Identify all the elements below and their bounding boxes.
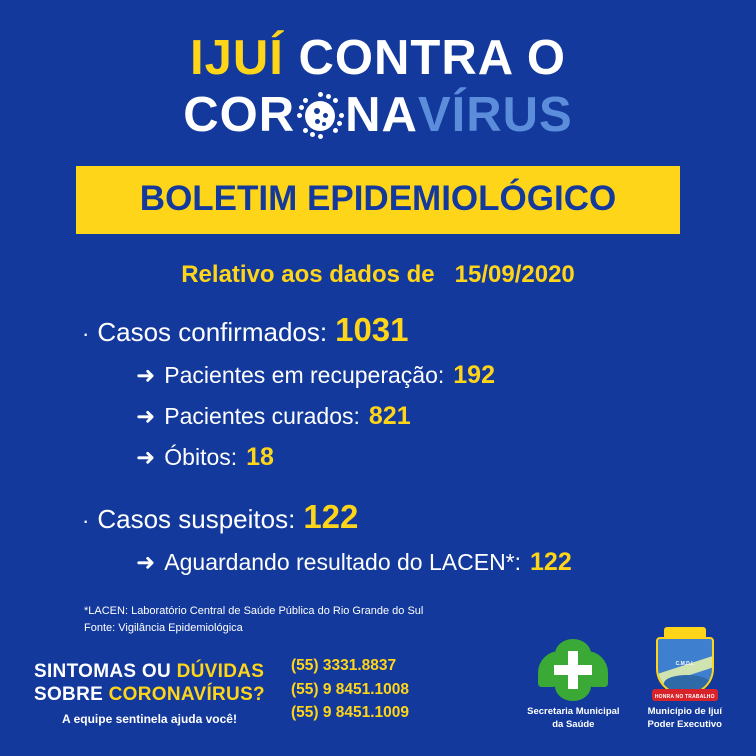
- stat-deaths-label: Óbitos:: [164, 444, 238, 470]
- arrow-right-icon: ➜: [136, 362, 156, 388]
- title-virus: VÍRUS: [417, 88, 573, 142]
- statistics-list: [82, 311, 756, 577]
- crest-motto-text: HONRA NO TRABALHO: [654, 694, 715, 701]
- phone-list: [291, 654, 409, 732]
- cta-subtext: A equipe sentinela ajuda você!: [62, 712, 237, 726]
- stat-cured-label: Pacientes curados:: [164, 403, 360, 429]
- footnote-source: Fonte: Vigilância Epidemiológica: [84, 622, 243, 635]
- footer: [0, 627, 756, 732]
- logo-health-caption-line-2: da Saúde: [552, 719, 595, 731]
- stat-cured-value: 821: [368, 402, 411, 430]
- cta-line-2-b: CORONAVÍRUS?: [108, 683, 265, 705]
- title-contra: CONTRA O: [298, 31, 566, 85]
- stat-cured: [136, 402, 756, 431]
- logo-health-caption: [527, 706, 619, 732]
- logo-health-caption-line-1: Secretaria Municipal: [527, 706, 620, 718]
- phone-1[interactable]: (55) 3331.8837: [290, 657, 397, 675]
- stat-deaths: [136, 443, 756, 472]
- title-corona-part-1: COR: [183, 88, 296, 142]
- stat-awaiting-lacen: [136, 548, 756, 577]
- stat-confirmed-label: Casos confirmados:: [97, 317, 328, 347]
- logo-city-caption-line-1: Município de Ijuí: [647, 706, 722, 718]
- stat-suspected-value: 122: [303, 498, 359, 535]
- stat-recovering: [136, 361, 756, 390]
- footnote-lacen: *LACEN: Laboratório Central de Saúde Pública do Rio Grande do Sul: [84, 605, 424, 617]
- logo-city-hall: [648, 627, 722, 732]
- footer-logos: [527, 627, 722, 732]
- stat-deaths-value: 18: [246, 443, 274, 471]
- arrow-right-icon: ➜: [136, 549, 156, 575]
- stat-awaiting-lacen-label: Aguardando resultado do LACEN*:: [164, 549, 522, 575]
- title-line-2: [0, 88, 756, 142]
- report-date-value: 15/09/2020: [454, 261, 575, 288]
- stats-spacer: [82, 472, 756, 498]
- title-block: [0, 0, 756, 140]
- title-corona-part-2: NA: [345, 88, 418, 142]
- health-cross-icon: [538, 639, 608, 701]
- cta-line-2: [34, 684, 265, 706]
- cta-line-1-a: SINTOMAS OU: [34, 661, 177, 683]
- report-date: [0, 261, 756, 289]
- bulletin-banner-text: BOLETIM EPIDEMIOLÓGICO: [139, 179, 617, 218]
- stat-recovering-value: 192: [453, 361, 495, 389]
- stat-recovering-label: Pacientes em recuperação:: [164, 362, 445, 388]
- title-line-1: [0, 31, 756, 85]
- stat-suspected-label: Casos suspeitos:: [97, 504, 296, 534]
- stat-awaiting-lacen-value: 122: [530, 548, 572, 576]
- stat-confirmed-value: 1031: [335, 311, 409, 348]
- phone-2[interactable]: (55) 9 8451.1008: [290, 680, 410, 698]
- logo-city-caption-line-2: Poder Executivo: [647, 719, 722, 731]
- cta-line-2-a: SOBRE: [34, 683, 109, 705]
- bullet-icon: ·: [82, 321, 90, 346]
- bulletin-banner: [76, 166, 680, 234]
- report-date-label: Relativo aos dados de: [181, 261, 435, 288]
- bullet-icon: ·: [82, 508, 90, 533]
- cta-line-1-b: DÚVIDAS: [176, 661, 265, 683]
- footer-call-to-action: [34, 661, 265, 732]
- arrow-right-icon: ➜: [136, 403, 156, 429]
- coronavirus-icon: [296, 92, 344, 140]
- title-city: IJUÍ: [190, 31, 284, 85]
- cta-line-1: [34, 661, 265, 683]
- crest-top-text: C.M.D.I.: [675, 661, 694, 668]
- logo-city-caption: [648, 706, 722, 732]
- stat-confirmed: [82, 311, 756, 349]
- coat-of-arms-icon: [652, 627, 718, 701]
- phone-3[interactable]: (55) 9 8451.1009: [290, 703, 410, 721]
- arrow-right-icon: ➜: [136, 444, 156, 470]
- stat-suspected: [82, 498, 756, 536]
- logo-health-department: [527, 639, 619, 732]
